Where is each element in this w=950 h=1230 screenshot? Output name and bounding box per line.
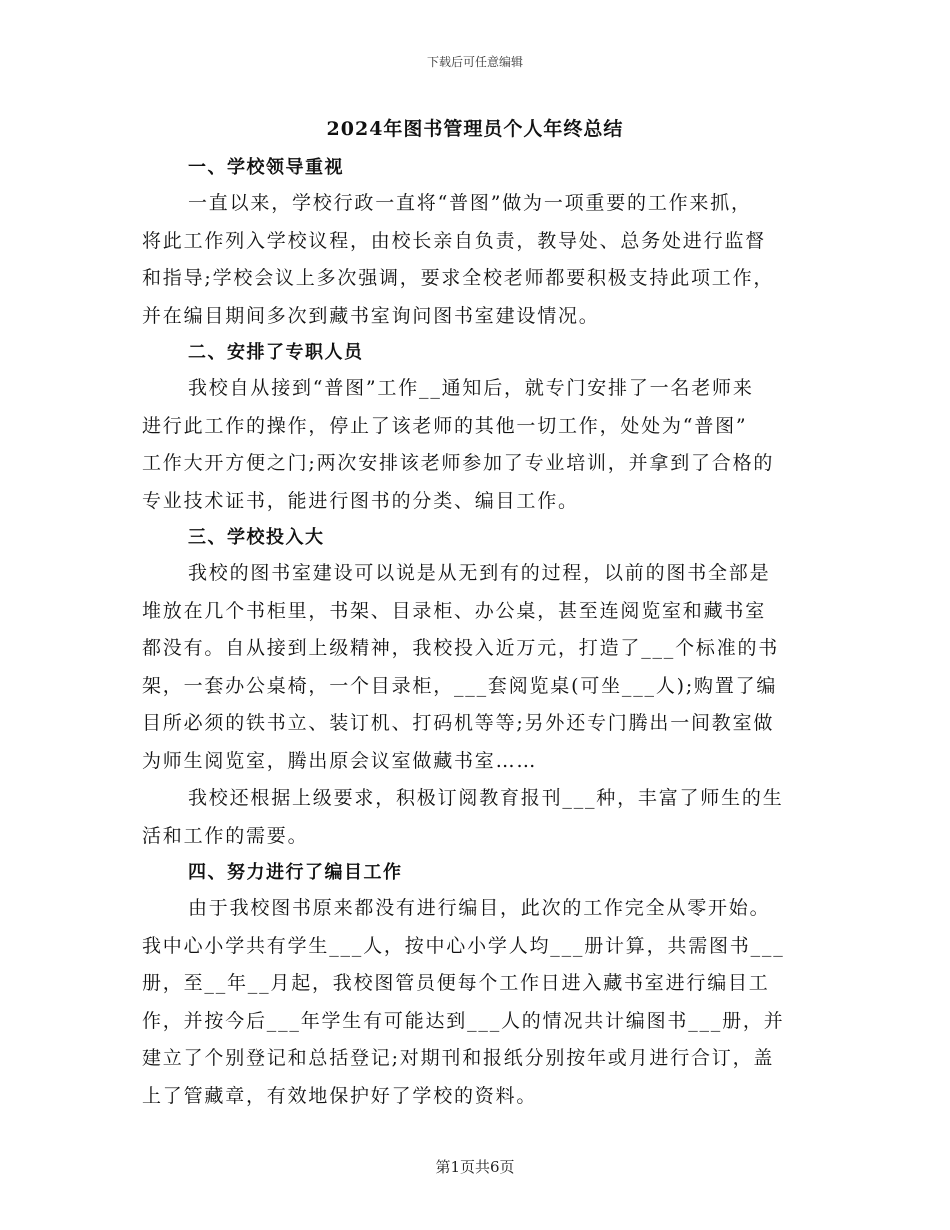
text-line: 我中心小学共有学生___人，按中心小学人均___册计算，共需图书___	[142, 934, 785, 957]
page-header: 下载后可任意编辑	[426, 55, 523, 69]
paragraph	[142, 185, 810, 335]
text-line: 进行此工作的操作，停止了该老师的其他一切工作，处处为“普图”	[142, 414, 748, 437]
document-body	[142, 150, 810, 1115]
text-line: 册，至__年__月起，我校图管员便每个工作日进入藏书室进行编目工	[142, 972, 770, 994]
text-line: 将此工作列入学校议程，由校长亲自负责，教导处、总务处进行监督	[142, 229, 767, 252]
text-line: 专业技术证书，能进行图书的分类、编目工作。	[142, 489, 579, 512]
paragraph	[142, 370, 810, 520]
text-line: 为师生阅览室，腾出原会议室做藏书室……	[142, 749, 538, 772]
text-line: 活和工作的需要。	[142, 824, 309, 847]
text-line: 架，一套办公桌椅，一个目录柜，___套阅览桌(可坐___人);购置了编	[142, 674, 778, 697]
section-1	[142, 150, 810, 335]
text-line: 我校还根据上级要求，积极订阅教育报刊___种，丰富了师生的生	[188, 787, 784, 809]
text-line: 建立了个别登记和总括登记;对期刊和报纸分别按年或月进行合订，盖	[142, 1047, 775, 1069]
paragraph	[142, 890, 810, 1115]
paragraph	[142, 555, 810, 780]
section-heading: 四、努力进行了编目工作	[188, 862, 403, 883]
section-heading: 二、安排了专职人员	[188, 342, 364, 363]
text-line: 我校自从接到“普图”工作__通知后，就专门安排了一名老师来	[188, 377, 754, 399]
text-line: 并在编目期间多次到藏书室询问图书室建设情况。	[142, 304, 600, 327]
section-4	[142, 855, 810, 1115]
text-line: 都没有。自从接到上级精神，我校投入近万元，打造了___个标准的书	[142, 637, 780, 659]
section-3	[142, 520, 810, 855]
text-line: 和指导;学校会议上多次强调，要求全校老师都要积极支持此项工作，	[142, 267, 775, 289]
page-footer: 第1页共6页	[435, 1158, 515, 1176]
text-line: 目所必须的铁书立、装订机、打码机等等;另外还专门腾出一间教室做	[142, 712, 775, 734]
text-line: 我校的图书室建设可以说是从无到有的过程，以前的图书全部是	[188, 562, 771, 584]
text-line: 由于我校图书原来都没有进行编目，此次的工作完全从零开始。	[188, 897, 771, 919]
section-heading: 三、学校投入大	[188, 527, 325, 548]
text-line: 作，并按今后___年学生有可能达到___人的情况共计编图书___册，并	[142, 1009, 785, 1032]
paragraph	[142, 780, 810, 855]
text-line: 堆放在几个书柜里，书架、目录柜、办公桌，甚至连阅览室和藏书室	[142, 599, 767, 622]
section-heading: 一、学校领导重视	[188, 157, 344, 178]
section-2	[142, 335, 810, 520]
document-title: 2024年图书管理员个人年终总结	[326, 118, 624, 140]
text-line: 工作大开方便之门;两次安排该老师参加了专业培训，并拿到了合格的	[142, 452, 775, 474]
text-line: 一直以来，学校行政一直将“普图”做为一项重要的工作来抓，	[188, 192, 752, 214]
text-line: 上了管藏章，有效地保护好了学校的资料。	[142, 1084, 538, 1107]
